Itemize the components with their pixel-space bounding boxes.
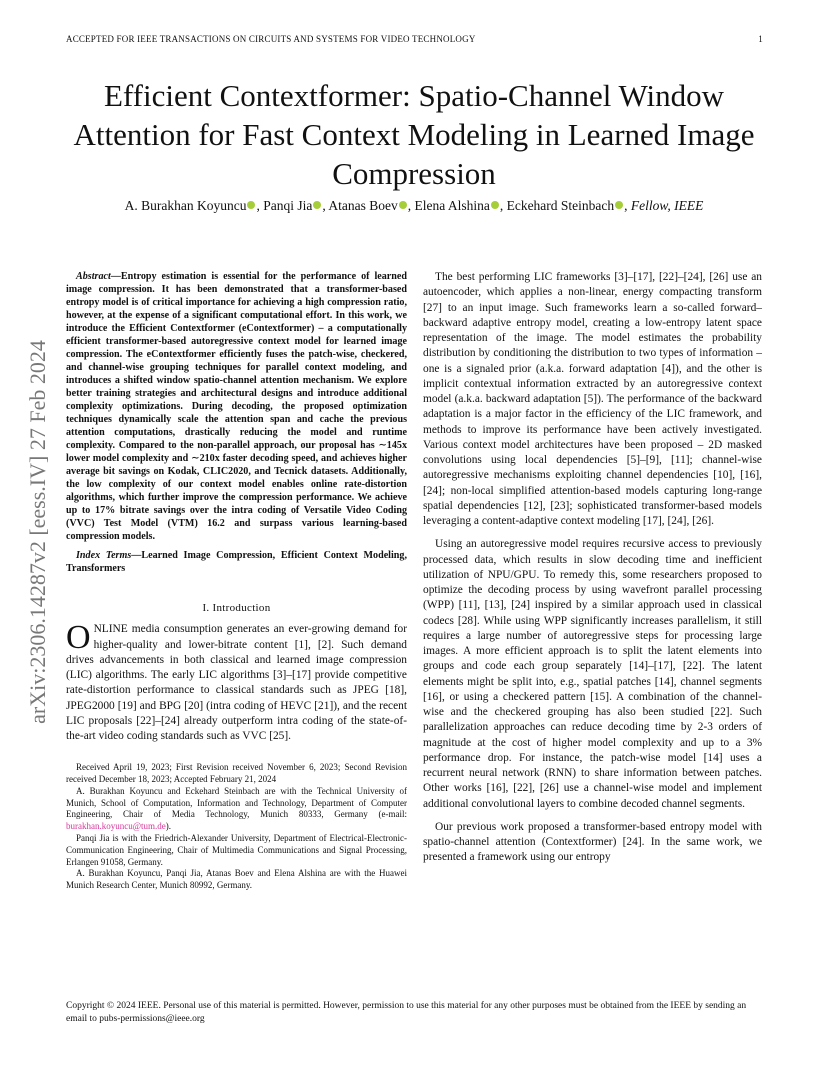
intro-paragraph xyxy=(66,619,407,744)
right-column xyxy=(423,270,762,866)
author-name: A. Burakhan Koyuncu xyxy=(124,198,247,213)
drop-cap: O xyxy=(66,619,91,657)
left-column xyxy=(66,270,407,892)
orcid-icon[interactable] xyxy=(615,201,623,209)
footnote-text: ). xyxy=(165,821,172,832)
running-header: ACCEPTED FOR IEEE TRANSACTIONS ON CIRCUITS AND SYSTEMS FOR VIDEO TECHNOLOGY xyxy=(66,34,476,44)
copyright-notice: Copyright © 2024 IEEE. Personal use of this material is permitted. However, permission to use this material for any other purposes must be obtained from the IEEE by sending an email to pubs-permissions@ieee.org xyxy=(66,1001,747,1024)
footnote-affiliation-tum xyxy=(66,786,407,833)
author-list: A. Burakhan Koyuncu , Panqi Jia , Atanas Boev , Elena Alshina , Eckehard Steinbach , Fellow, IEEE xyxy=(124,198,704,213)
index-terms xyxy=(66,549,407,575)
footnote-received: Received April 19, 2023; First Revision received November 6, 2023; Second Revision received December 18, 2023; Accepted February 21, 2024 xyxy=(66,762,407,785)
paper-title: Efficient Contextformer: Spatio-Channel Window Attention for Fast Context Modeling in Learned Image Compression xyxy=(73,78,755,191)
footnote-text: A. Burakhan Koyuncu and Eckehard Steinbach are with the Technical University of Munich, School of Computation, Information and Technology, Department of Computer Engineering, Chair of Media Technology, Munich 80333, Germany (e-mail: xyxy=(66,785,407,820)
orcid-icon[interactable] xyxy=(313,201,321,209)
email-link[interactable]: burakhan.koyuncu@tum.de xyxy=(66,821,166,832)
intro-text: media consumption generates an ever-growing demand for higher-quality and lower-bitrate content [1], [2]. Such demand drives advancements in both classical and learned image compression (LIC) algorithms. The early LIC algorithms [3]–[17] provide competitive rate-distortion performance to classical standards such as JPEG [18], JPEG2000 [19] and BPG [20] (intra coding of HEVC [21]), and the recent LIC proposals [22]–[24] already outperform intra coding of the state-of-the-art video coding standards such as VVC [25]. xyxy=(66,623,407,742)
index-terms-label: Index Terms xyxy=(76,550,132,561)
index-terms-text: —Learned Image Compression, Efficient Context Modeling, Transformers xyxy=(66,550,407,574)
page-number: 1 xyxy=(758,34,763,44)
body-paragraph: Our previous work proposed a transformer-based entropy model with spatio-channel attention (Contextformer) [24]. In the same work, we presented a framework using our entropy xyxy=(423,820,762,864)
author-name: Atanas Boev xyxy=(328,198,398,213)
abstract-label: Abstract xyxy=(76,271,111,282)
body-paragraph: Using an autoregressive model requires recursive access to previously processed data, which results in slow decoding time and inefficient utilization of NPU/GPU. To remedy this, some researchers proposed to optimize the decoding process by using wavefront parallel processing (WPP) [11], [13], [24] inspired by a similar approach used in classical codecs [28]. While using WPP significantly increases parallelism, it still requires a large number of autoregressive steps for processing large images. A more efficient approach is to split the latent elements into groups and code each group separately [14]–[17], [22]. The latent elements might be split into, e.g., spatial patches [14], channel segments [16], or using a checkered pattern [15]. A combination of the channel-wise and the checkered grouping has also been studied [22]. Such parallelization approaches can reduce decoding time by 2-3 orders of magnitude at the cost of higher model complexity and up to a 3% performance drop. For instance, the patch-wise model [14] uses a recurrent neural network (RNN) to share information between patches. Other works [16], [22], [26] use a channel-wise model and implement additional convolutional layers to combine decoded channel segments. xyxy=(423,538,762,810)
orcid-icon[interactable] xyxy=(247,201,255,209)
orcid-icon[interactable] xyxy=(491,201,499,209)
author-name: Elena Alshina xyxy=(414,198,490,213)
author-title: Fellow, IEEE xyxy=(630,198,704,213)
footnote-affiliation-fau: Panqi Jia is with the Friedrich-Alexander University, Department of Electrical-Electronic-Communication Engineering, Chair of Multimedia Communications and Signal Processing, Erlangen 91058, Germany. xyxy=(66,833,407,867)
body-paragraph: The best performing LIC frameworks [3]–[17], [22]–[24], [26] use an autoencoder, which applies a non-linear, energy compacting transform [27] to an input image. Such frameworks learn a so-called forward–backward adaptive entropy model, creating a low-entropy latent space representation of the image. The model estimates the probability distribution by conditioning the distribution to two types of information – one is a signaled prior (a.k.a. forward adaptation [4]), and the other is implicit contextual information extracted by an autoregressive context model (a.k.a. backward adaptation [5]). The performance of the backward adaptation is a major factor in the efficiency of the LIC framework, and methods to improve its performance have been actively investigated. Various context model architectures have been proposed – 2D masked convolutions using local dependencies [5]–[9], [11]; channel-wise autoregressive mechanisms exploiting channel dependencies [10], [16], [24]; non-local simplified attention-based models capturing long-range spatial dependencies [12], [23]; sophisticated transformer-based models leveraging a content-adaptive context modeling [17], [24], [26]. xyxy=(423,271,762,527)
author-name: Eckehard Steinbach xyxy=(506,198,615,213)
author-name: Panqi Jia xyxy=(263,198,313,213)
footnote-affiliation-huawei: A. Burakhan Koyuncu, Panqi Jia, Atanas Boev and Elena Alshina are with the Huawei Munich Research Center, Munich 80992, Germany. xyxy=(66,868,407,891)
intro-first-word: NLINE xyxy=(93,623,128,636)
section-heading: I. Introduction xyxy=(202,602,271,614)
footnotes xyxy=(66,762,407,892)
abstract xyxy=(66,270,407,543)
abstract-text: —Entropy estimation is essential for the performance of learned image compression. It has been demonstrated that a transformer-based entropy model is of critical importance for achieving a high compression ratio, however, at the expense of a significant computational effort. In this work, we introduce the Efficient Contextformer (eContextformer) – a computationally efficient transformer-based autoregressive context model for learned image compression. The eContextformer efficiently fuses the patch-wise, checkered, and channel-wise grouping techniques for parallel context modeling, and introduces a shifted window spatio-channel attention mechanism. We explore better training strategies and architectural designs and introduce additional complexity optimizations. During decoding, the proposed optimization techniques dynamically scale the attention span and cache the previous attention computations, drastically reducing the model and runtime complexity. Compared to the non-parallel approach, our proposal has ∼145x lower model complexity and ∼210x faster decoding speed, and achieves higher average bit savings on Kodak, CLIC2020, and Tecnick datasets. Additionally, the low complexity of our context model enables online rate-distortion algorithms, which further improve the compression performance. We achieve up to 17% bitrate savings over the intra coding of Versatile Video Coding (VVC) Test Model (VTM) 16.2 and surpass various learning-based compression models. xyxy=(66,271,407,542)
arxiv-stamp: arXiv:2306.14287v2 [eess.IV] 27 Feb 2024 xyxy=(25,340,50,724)
orcid-icon[interactable] xyxy=(399,201,407,209)
